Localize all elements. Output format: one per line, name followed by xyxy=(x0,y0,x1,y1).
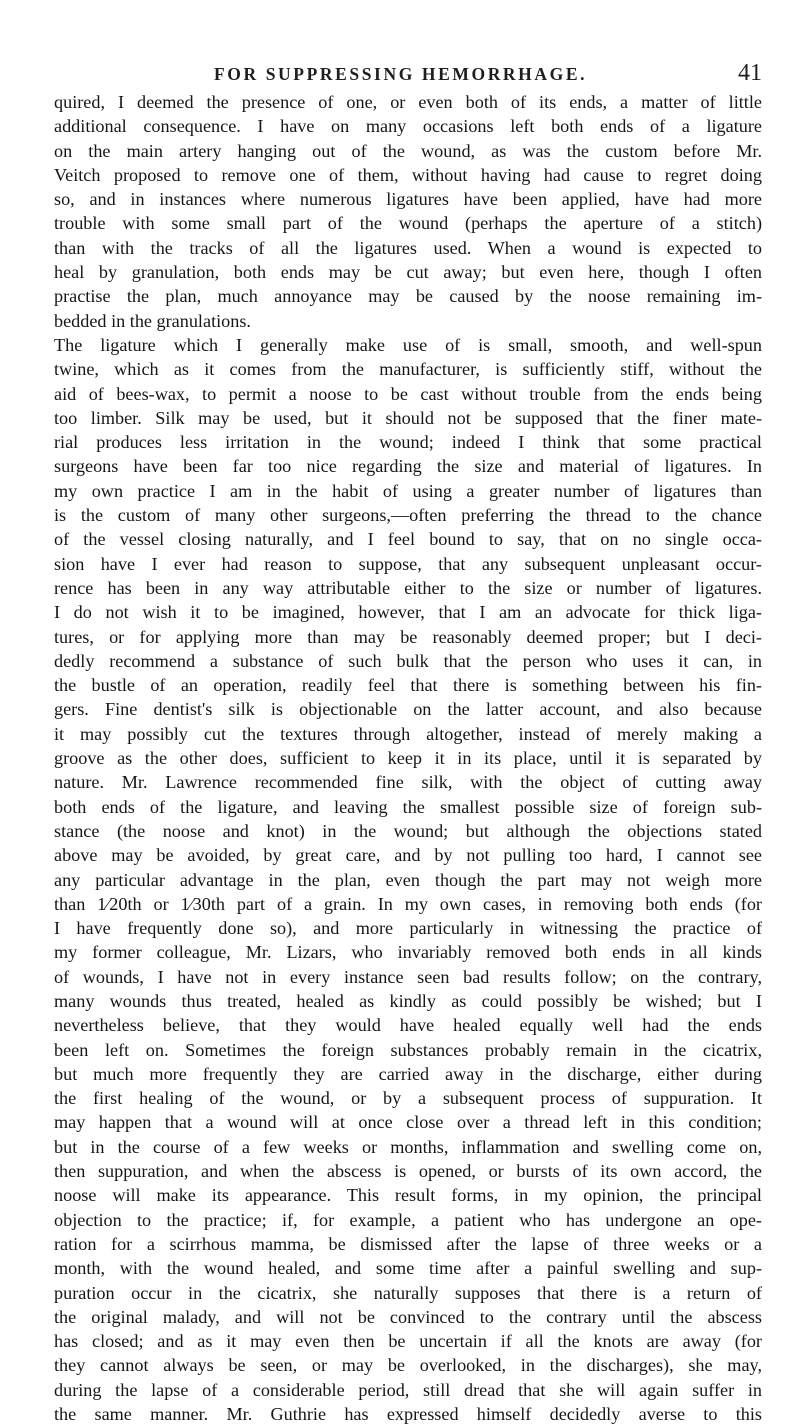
text-line: of the vessel closing naturally, and I feel bound to say, that on no single occa- xyxy=(54,529,762,550)
text-line: then suppuration, and when the abscess is opened, or bursts of its own accord, the xyxy=(54,1161,762,1182)
text-line: rial produces less irritation in the wound; indeed I think that some practical xyxy=(54,432,762,453)
text-line: may happen that a wound will at once close over a thread left in this condition; xyxy=(54,1112,762,1133)
text-line: surgeons have been far too nice regarding the size and material of ligatures. In xyxy=(54,456,762,477)
text-line: month, with the wound healed, and some time after a painful swelling and sup- xyxy=(54,1258,762,1279)
text-line: during the lapse of a considerable period, still dread that she will again suffer in xyxy=(54,1379,762,1400)
page-number: 41 xyxy=(738,60,762,86)
text-line: additional consequence. I have on many occasions left both ends of a ligature xyxy=(54,116,762,137)
text-line: I have frequently done so), and more particularly in witnessing the practice of xyxy=(54,918,762,939)
text-line: trouble with some small part of the wound (perhaps the aperture of a stitch) xyxy=(54,213,762,234)
text-line: practise the plan, much annoyance may be caused by the noose remaining im- xyxy=(54,286,762,307)
body-text xyxy=(54,90,762,1426)
text-line: aid of bees-wax, to permit a noose to be cast without trouble from the ends being xyxy=(54,383,762,404)
text-line: has closed; and as it may even then be uncertain if all the knots are away (for xyxy=(54,1331,762,1352)
text-line: any particular advantage in the plan, even though the part may not weigh more xyxy=(54,869,762,890)
text-line: tures, or for applying more than may be reasonably deemed proper; but I deci- xyxy=(54,626,762,647)
text-line: I do not wish it to be imagined, however, that I am an advocate for thick liga- xyxy=(54,602,762,623)
text-line: dedly recommend a substance of such bulk that the person who uses it can, in xyxy=(54,650,762,671)
text-line: rence has been in any way attributable either to the size or number of ligatures. xyxy=(54,577,762,598)
book-page xyxy=(54,56,762,1426)
text-line: both ends of the ligature, and leaving the smallest possible size of foreign sub- xyxy=(54,796,762,817)
page-header xyxy=(54,56,762,90)
text-line: the same manner. Mr. Guthrie has expressed himself decidedly averse to this xyxy=(54,1404,762,1425)
text-line: The ligature which I generally make use of is small, smooth, and well-spun xyxy=(54,334,762,355)
text-line: than with the tracks of all the ligatures used. When a wound is expected to xyxy=(54,237,762,258)
text-line: heal by granulation, both ends may be cut away; but even here, though I often xyxy=(54,262,762,283)
text-line: than 1⁄20th or 1⁄30th part of a grain. In my own cases, in removing both ends (for xyxy=(54,893,762,914)
text-line: gers. Fine dentist's silk is objectionable on the latter account, and also because xyxy=(54,699,762,720)
text-line: above may be avoided, by great care, and by not pulling too hard, I cannot see xyxy=(54,845,762,866)
text-line: ration for a scirrhous mamma, be dismissed after the lapse of three weeks or a xyxy=(54,1233,762,1254)
text-line: nevertheless believe, that they would have healed equally well had the ends xyxy=(54,1015,762,1036)
text-line: the first healing of the wound, or by a subsequent process of suppuration. It xyxy=(54,1088,762,1109)
text-line: the original malady, and will not be convinced to the contrary until the abscess xyxy=(54,1306,762,1327)
text-line: Veitch proposed to remove one of them, without having had cause to regret doing xyxy=(54,164,762,185)
text-line: but in the course of a few weeks or months, inflammation and swelling come on, xyxy=(54,1136,762,1157)
text-line: on the main artery hanging out of the wound, as was the custom before Mr. xyxy=(54,140,762,161)
text-line: sion have I ever had reason to suppose, that any subsequent unpleasant occur- xyxy=(54,553,762,574)
text-line: objection to the practice; if, for example, a patient who has undergone an ope- xyxy=(54,1209,762,1230)
text-line: stance (the noose and knot) in the wound; but although the objections stated xyxy=(54,820,762,841)
text-line: groove as the other does, sufficient to keep it in its place, until it is separated by xyxy=(54,748,762,769)
text-line: the bustle of an operation, readily feel that there is something between his fin- xyxy=(54,675,762,696)
text-line: puration occur in the cicatrix, she naturally supposes that there is a return of xyxy=(54,1282,762,1303)
text-line: is the custom of many other surgeons,—often preferring the thread to the chance xyxy=(54,505,762,526)
running-head: FOR SUPPRESSING HEMORRHAGE. xyxy=(214,64,588,84)
text-line: of wounds, I have not in every instance seen bad results follow; on the contrary, xyxy=(54,966,762,987)
text-line: bedded in the granulations. xyxy=(54,310,251,331)
text-line: they cannot always be seen, or may be overlooked, in the discharges), she may, xyxy=(54,1355,762,1376)
text-line: twine, which as it comes from the manufacturer, is sufficiently stiff, without the xyxy=(54,359,762,380)
text-line: my former colleague, Mr. Lizars, who invariably removed both ends in all kinds xyxy=(54,942,762,963)
text-line: quired, I deemed the presence of one, or even both of its ends, a matter of little xyxy=(54,92,762,112)
text-line: noose will make its appearance. This result forms, in my opinion, the principal xyxy=(54,1185,762,1206)
text-line: so, and in instances where numerous ligatures have been applied, have had more xyxy=(54,189,762,210)
text-line: many wounds thus treated, healed as kindly as could possibly be wished; but I xyxy=(54,990,762,1011)
text-line: too limber. Silk may be used, but it should not be supposed that the finer mate- xyxy=(54,407,762,428)
text-line: my own practice I am in the habit of using a greater number of ligatures than xyxy=(54,480,762,501)
text-line: nature. Mr. Lawrence recommended fine silk, with the object of cutting away xyxy=(54,772,762,793)
text-line: but much more frequently they are carried away in the discharge, either during xyxy=(54,1063,762,1084)
text-line: it may possibly cut the textures through altogether, instead of merely making a xyxy=(54,723,762,744)
text-line: been left on. Sometimes the foreign substances probably remain in the cicatrix, xyxy=(54,1039,762,1060)
